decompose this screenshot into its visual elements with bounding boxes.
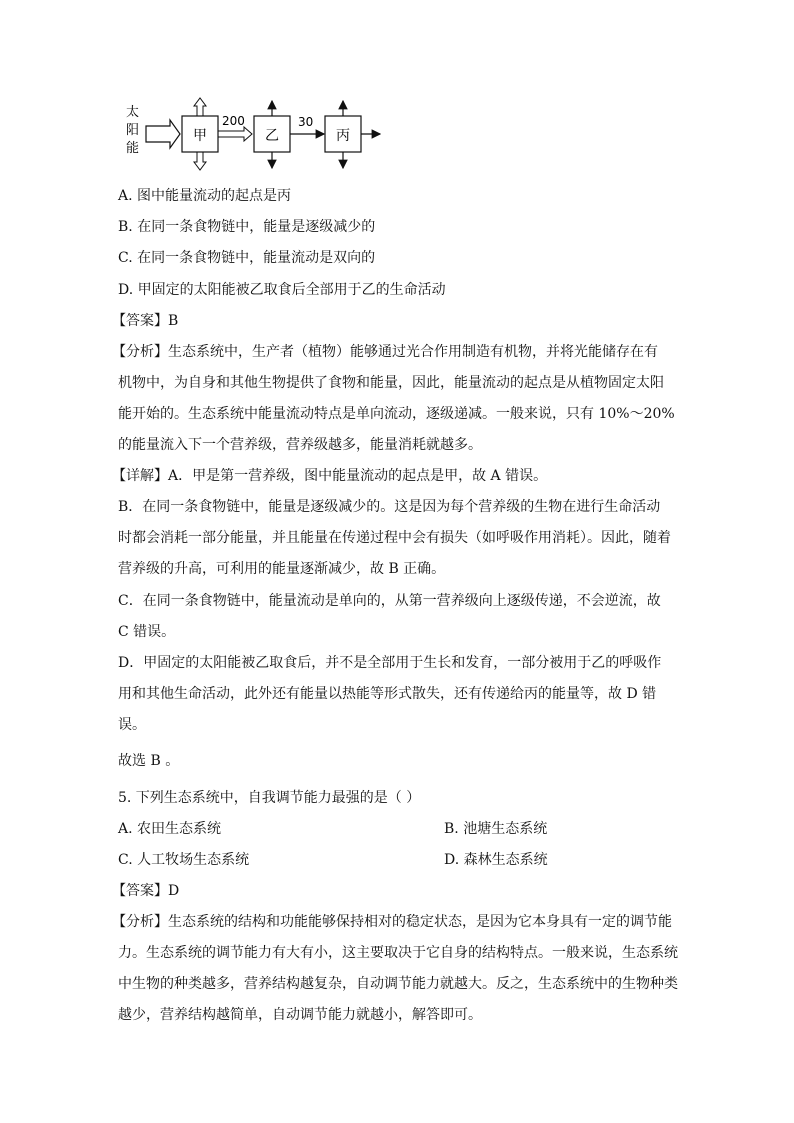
- q4-analysis-2: 机物中，为自身和其他生物提供了食物和能量，因此，能量流动的起点是从植物固定太阳: [118, 375, 664, 391]
- sun-label-1: 太: [126, 105, 140, 120]
- q4-detail-2: B．在同一条食物链中，能量是逐级减少的。这是因为每个营养级的生物在进行生命活动: [118, 499, 661, 515]
- sun-label-2: 阳: [126, 123, 140, 138]
- q5-answer: 【答案】D: [112, 883, 180, 899]
- q5-analysis-2: 力。生态系统的调节能力有大有小，这主要取决于它自身的结构特点。一般来说，生态系统: [118, 945, 678, 961]
- flow-label-30: 30: [298, 115, 314, 129]
- q5-option-c: C. 人工牧场生态系统: [118, 852, 250, 868]
- q4-option-d: D. 甲固定的太阳能被乙取食后全部用于乙的生命活动: [118, 282, 446, 298]
- q5-option-b: B. 池塘生态系统: [444, 821, 548, 837]
- jia-to-yi-arrow: [218, 127, 252, 141]
- node-bing-label: 丙: [336, 128, 350, 144]
- q5-analysis-1: 【分析】生态系统的结构和功能能够保持相对的稳定状态，是因为它本身具有一定的调节能: [112, 914, 672, 930]
- jia-up-arrow: [194, 98, 206, 116]
- q4-conclusion: 故选 B 。: [118, 753, 180, 769]
- q5-stem: 5. 下列生态系统中，自我调节能力最强的是（ ）: [118, 790, 421, 806]
- q4-analysis-4: 的能量流入下一个营养级，营养级越多，能量消耗就越多。: [118, 437, 482, 453]
- node-jia-label: 甲: [193, 128, 207, 144]
- q5-option-a: A. 农田生态系统: [118, 821, 222, 837]
- q5-analysis-3: 中生物的种类越多，营养结构越复杂，自动调节能力就越大。反之，生态系统中的生物种类: [118, 976, 678, 992]
- q4-detail-8: 用和其他生命活动，此外还有能量以热能等形式散失，还有传递给丙的能量等，故 D 错: [118, 686, 657, 702]
- node-yi-label: 乙: [265, 128, 279, 144]
- q4-detail-4: 营养级的升高，可利用的能量逐渐减少，故 B 正确。: [118, 561, 446, 577]
- q4-option-c: C. 在同一条食物链中，能量流动是双向的: [118, 250, 376, 266]
- q4-detail-3: 时都会消耗一部分能量，并且能量在传递过程中会有损失（如呼吸作用消耗）。因此，随着: [118, 530, 671, 546]
- q5-option-d: D. 森林生态系统: [444, 852, 548, 868]
- q4-option-b: B. 在同一条食物链中，能量是逐级减少的: [118, 219, 376, 235]
- jia-down-arrow: [194, 152, 206, 170]
- q4-answer: 【答案】B: [112, 313, 179, 329]
- q4-detail-7: D．甲固定的太阳能被乙取食后，并不是全部用于生长和发育，一部分被用于乙的呼吸作: [118, 655, 662, 671]
- q4-analysis-1: 【分析】生态系统中，生产者（植物）能够通过光合作用制造有机物，并将光能储存在有: [112, 344, 658, 360]
- flow-label-200: 200: [222, 114, 245, 128]
- q5-analysis-4: 越少，营养结构越简单，自动调节能力就越小，解答即可。: [118, 1007, 482, 1023]
- q4-detail-9: 误。: [118, 717, 146, 733]
- q4-detail-6: C 错误。: [118, 624, 176, 640]
- energy-flow-diagram: [118, 96, 398, 176]
- sun-label-3: 能: [126, 141, 140, 156]
- q4-analysis-3: 能开始的。生态系统中能量流动特点是单向流动，逐级递减。一般来说，只有 10%～20%: [118, 406, 675, 422]
- q4-detail-1: 【详解】A．甲是第一营养级，图中能量流动的起点是甲，故 A 错误。: [112, 468, 548, 484]
- q4-detail-5: C．在同一条食物链中，能量流动是单向的，从第一营养级向上逐级传递，不会逆流，故: [118, 593, 661, 609]
- sun-hollow-arrow: [146, 120, 180, 148]
- q4-option-a: A. 图中能量流动的起点是丙: [118, 188, 292, 204]
